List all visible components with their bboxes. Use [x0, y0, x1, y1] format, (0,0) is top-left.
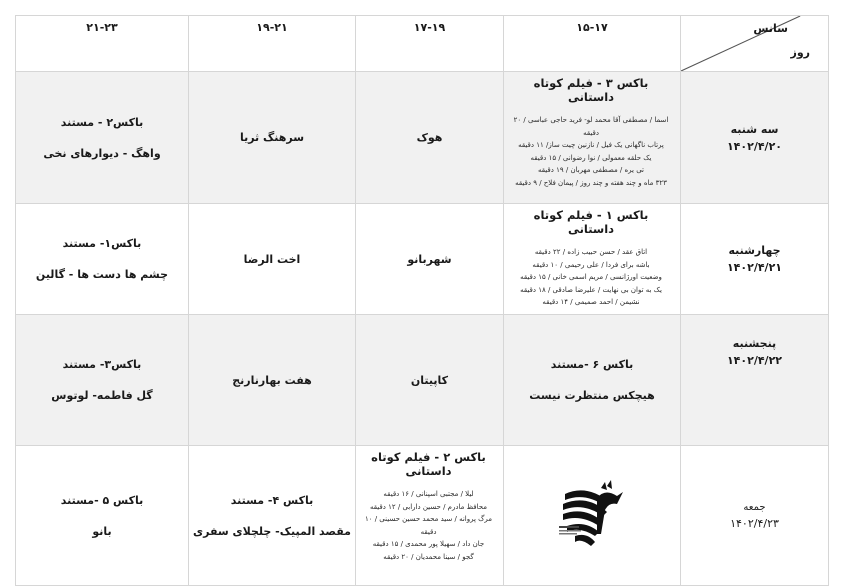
day-name: جمعه: [743, 501, 766, 513]
film-item: یک به توان بی نهایت / علیرضا صادقی / ۱۸ دقیقه: [520, 285, 662, 294]
program-title: باکس ۳ - فیلم کوتاه داستانی: [533, 76, 649, 104]
film-cell: [189, 315, 356, 446]
schedule-row-friday: [16, 446, 829, 586]
documentary-box-cell: [189, 446, 356, 586]
day-date: ۱۴۰۲/۴/۲۲: [726, 354, 783, 367]
day-name: چهارشنبه: [728, 244, 781, 257]
film-item: وضعیت اورژانسی / مریم اسمی خانی / ۱۵ دقیقه: [520, 273, 662, 281]
day-label: روز: [790, 46, 810, 59]
film-list: [510, 246, 672, 309]
slot-header-21-23: ۲۱-۲۳: [16, 16, 189, 72]
documentary-box-cell: [504, 315, 681, 446]
day-date: ۱۴۰۲/۴/۲۳: [730, 516, 779, 530]
box-films: مقصد المپیک- چلچلای سفری: [193, 524, 351, 538]
film-item: جان داد / سهیلا پور محمدی / ۱۵ دقیقه: [372, 540, 485, 548]
day-cell: [681, 72, 829, 204]
film-cell: [189, 204, 356, 315]
program-title: باکس ۱ - فیلم کوتاه داستانی: [533, 208, 649, 236]
session-label: سانس: [753, 22, 788, 35]
film-item: مرگ پروانه / سید محمد حسین حسینی / ۱۰ دقیقه: [364, 515, 493, 536]
header-row: [16, 16, 829, 72]
box-films: واهگ - دیوارهای نخی: [43, 146, 161, 160]
film-item: اتاق عقد / حسن حبیب زاده / ۲۲ دقیقه: [534, 248, 648, 256]
program-title: باکس ۲ - فیلم کوتاه داستانی: [371, 450, 486, 478]
box-label: باکس۲ - مستند: [60, 115, 144, 129]
box-films: بانو: [92, 524, 112, 538]
shorts-program-cell: [504, 204, 681, 315]
film-item: اسما / مصطفی آقا محمد لو- فرید حاجی عباسی / ۲۰ دقیقه: [513, 116, 669, 137]
schedule-row-tuesday: [16, 72, 829, 204]
day-cell: [681, 446, 829, 586]
box-label: باکس۳- مستند: [62, 358, 142, 371]
slot-header-19-21: ۱۹-۲۱: [189, 16, 356, 72]
film-item: یک حلقه معمولی / نوا رضوانی / ۱۵ دقیقه: [530, 153, 652, 162]
film-list: [362, 488, 495, 563]
box-films: هیچکس منتظرت نیست: [529, 389, 655, 402]
day-date: ۱۴۰۲/۴/۲۱: [726, 261, 783, 274]
corner-header-cell: [681, 16, 829, 72]
film-title: هوک: [416, 131, 443, 144]
shorts-program-cell: [504, 72, 681, 204]
film-item: باشه برای فردا / علی رحیمی / ۱۰ دقیقه: [532, 260, 650, 269]
box-films: گل فاطمه- لوتوس: [51, 389, 153, 402]
box-label: باکس ۶ -مستند: [550, 358, 634, 371]
film-list: [510, 114, 672, 189]
box-label: باکس ۵ -مستند: [60, 493, 144, 507]
shorts-program-cell: [356, 446, 504, 586]
film-item: لیلا / مجتبی اسپنانی / ۱۶ دقیقه: [383, 490, 474, 498]
documentary-box-cell: [16, 72, 189, 204]
film-cell: [356, 315, 504, 446]
documentary-box-cell: [16, 315, 189, 446]
day-cell: [681, 204, 829, 315]
film-title: شهربانو: [407, 252, 452, 266]
documentary-box-cell: [16, 446, 189, 586]
day-date: ۱۴۰۲/۴/۲۰: [726, 139, 783, 153]
day-cell: [681, 315, 829, 446]
day-name: سه شنبه: [730, 122, 779, 136]
film-item: گجو / سینا محمدیان / ۲۰ دقیقه: [383, 552, 474, 561]
day-name: پنجشنبه: [732, 337, 777, 350]
film-title: سرهنگ ثریا: [239, 131, 305, 144]
schedule-row-thursday: [16, 315, 829, 446]
film-item: ۳۲۳ ماه و چند هفته و چند روز / پیمان فلاح / ۹ دقیقه: [515, 178, 667, 187]
film-cell: [356, 204, 504, 315]
film-cell: [356, 72, 504, 204]
box-films: چشم ها دست ها - گالین: [35, 268, 169, 281]
screening-schedule-table: [15, 15, 829, 586]
film-title: اخت الرضا: [243, 252, 301, 266]
slot-header-15-17: ۱۵-۱۷: [504, 16, 681, 72]
film-item: محافظ مادرم / حسین دارابی / ۱۲ دقیقه: [370, 502, 487, 511]
film-item: تی یره / مصطفی مهربان / ۱۹ دقیقه: [538, 166, 644, 174]
film-title: کاپیتان: [410, 373, 449, 387]
box-label: باکس ۴- مستند: [230, 493, 314, 507]
logo-cell: [504, 446, 681, 586]
festival-logo-icon: [557, 474, 627, 554]
film-title: هفت بهارنارنج: [232, 373, 312, 387]
documentary-box-cell: [16, 204, 189, 315]
film-item: پرتاب ناگهانی یک فیل / نازنین چیت ساز/ ۱۱ دقیقه: [518, 141, 664, 149]
film-item: نشیمن / احمد صمیمی / ۱۴ دقیقه: [542, 298, 640, 306]
film-cell: [189, 72, 356, 204]
schedule-row-wednesday: [16, 204, 829, 315]
slot-header-17-19: ۱۷-۱۹: [356, 16, 504, 72]
box-label: باکس۱- مستند: [62, 237, 142, 250]
